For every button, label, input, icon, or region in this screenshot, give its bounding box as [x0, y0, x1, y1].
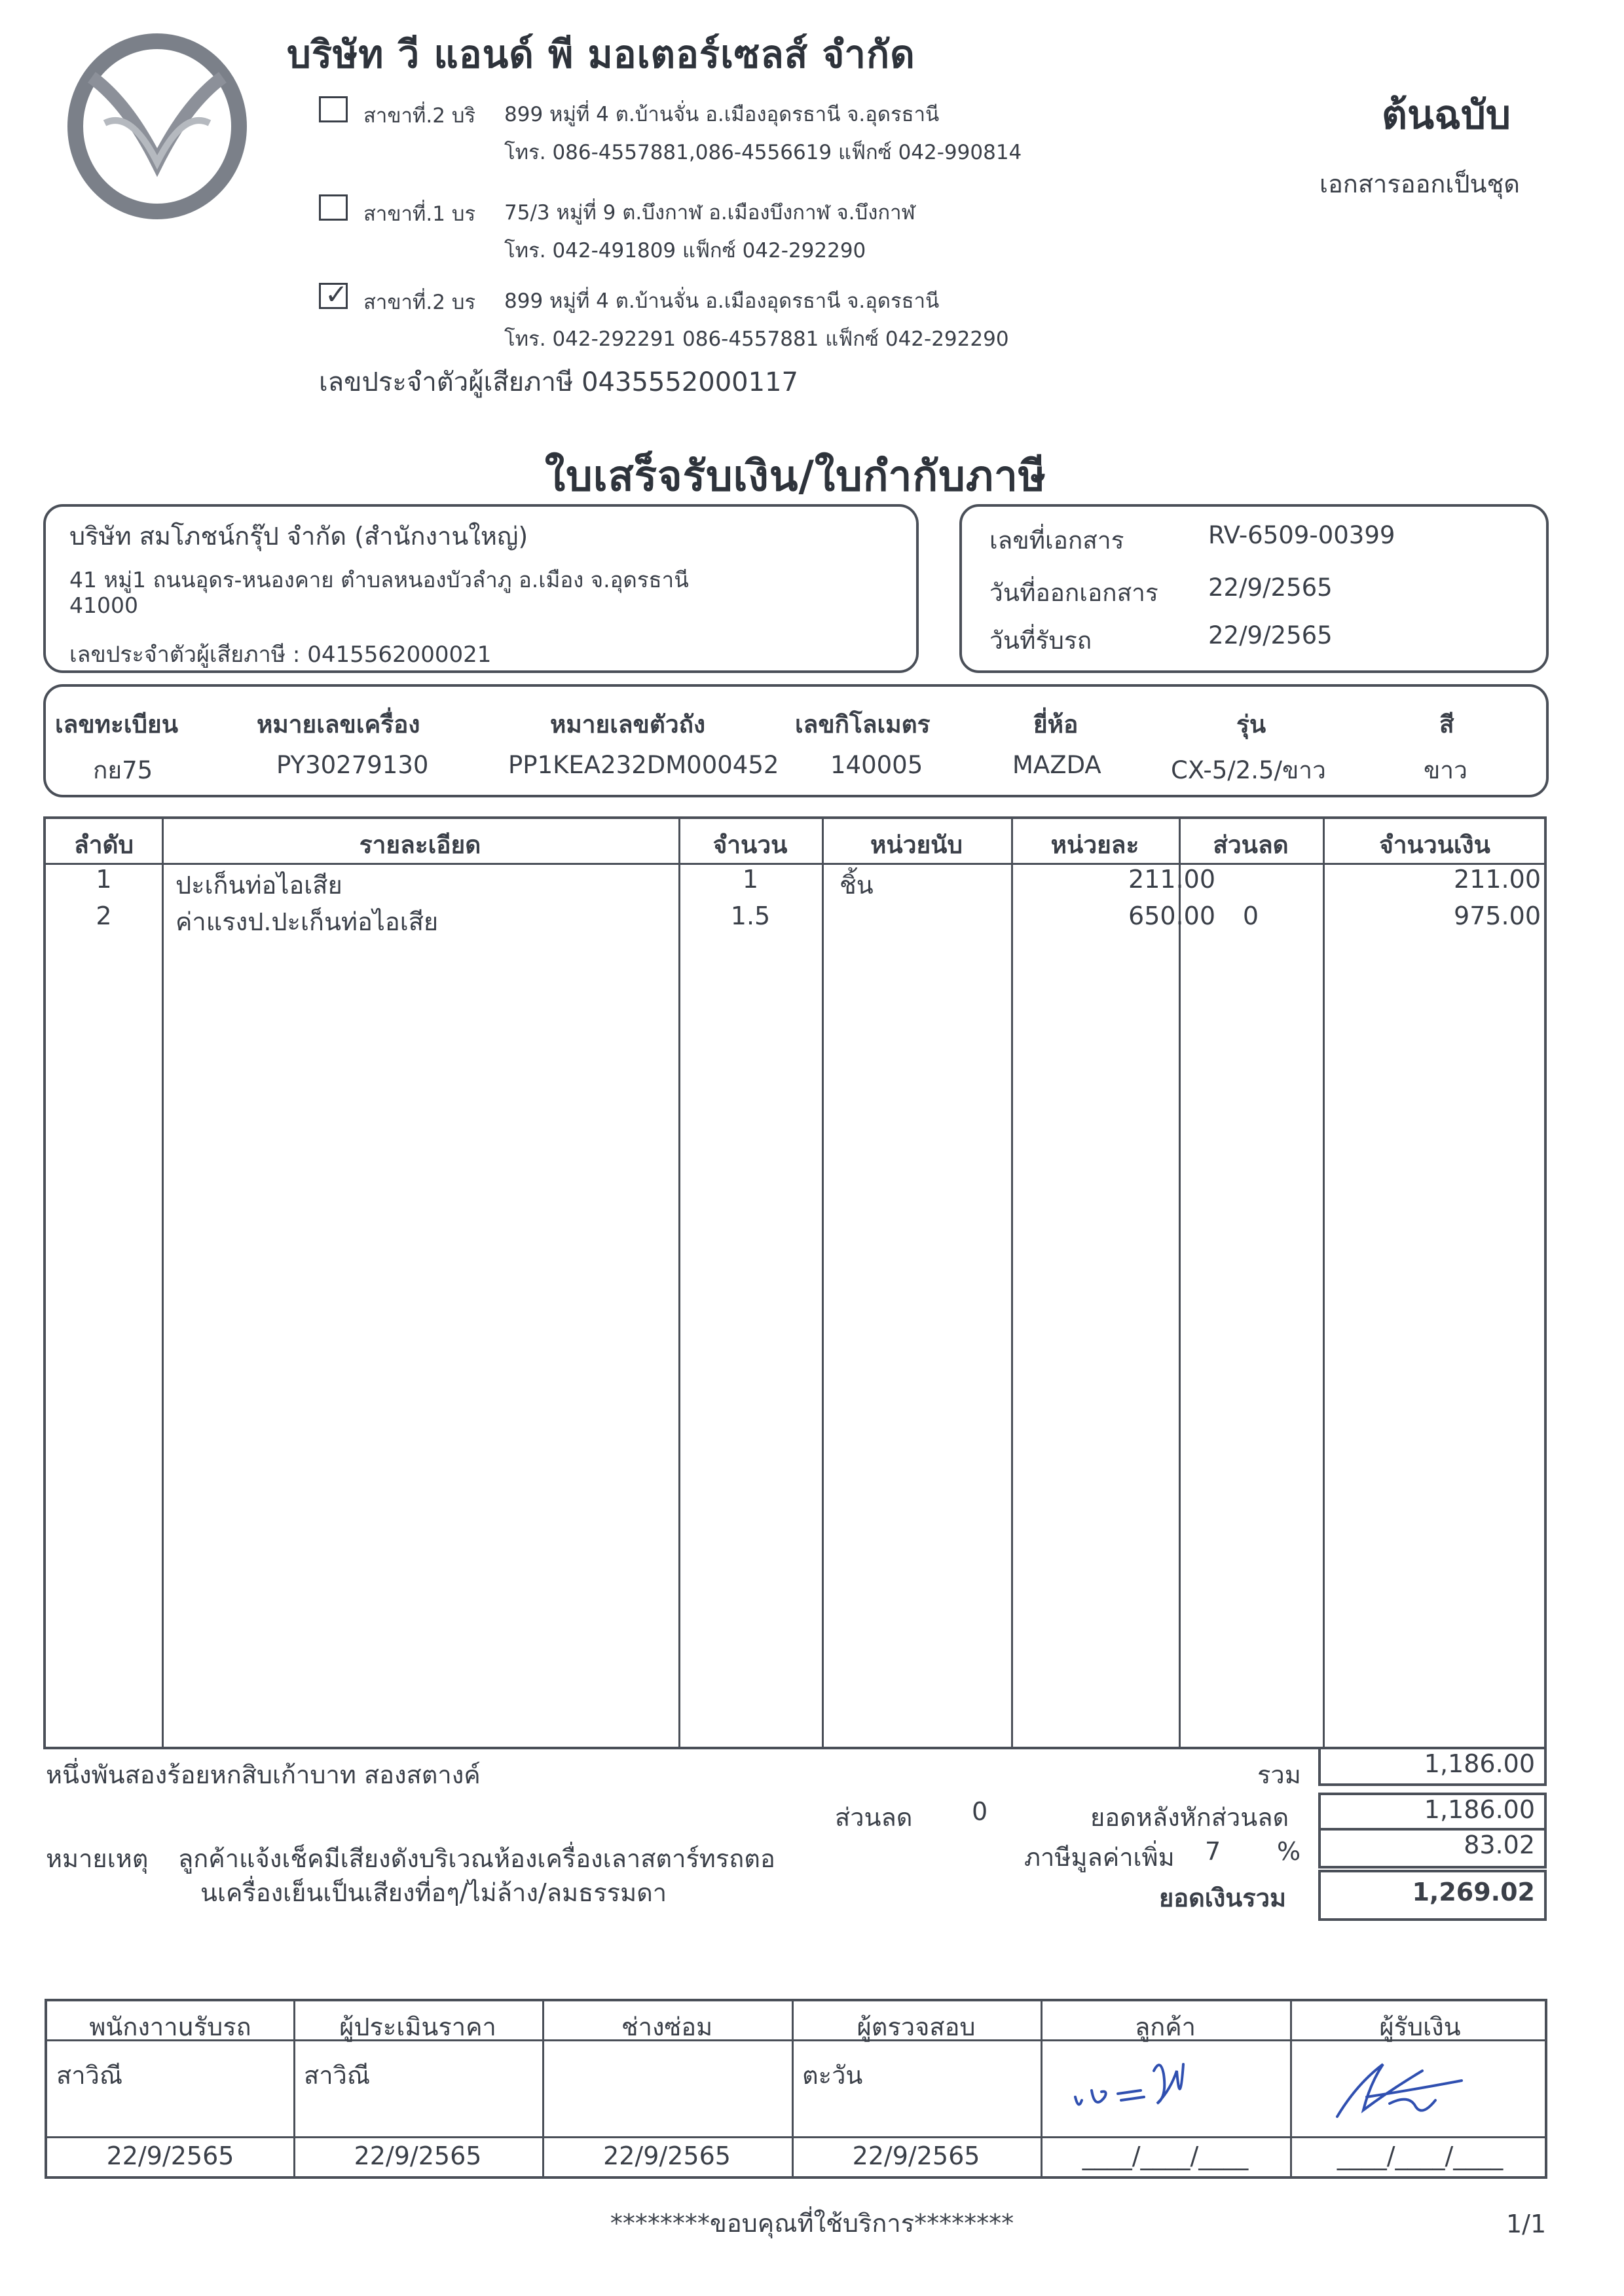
- vehicle-info-box: [43, 684, 1549, 797]
- customer-name: บริษัท สมโภชน์กรุ๊ป จำกัด (สำนักงานใหญ่): [69, 522, 528, 551]
- vehicle-header: สี: [1439, 710, 1454, 738]
- cashier-date-blank: ____/____/____: [1337, 2141, 1504, 2170]
- table-row: [46, 902, 1544, 938]
- signature-header: ลูกค้า: [1134, 2013, 1196, 2041]
- column-header: จำนวนเงิน: [1379, 831, 1490, 859]
- signature-table: [45, 1999, 1547, 2179]
- inspector-name: ตะวัน: [802, 2061, 863, 2090]
- appraisal-date: 22/9/2565: [354, 2141, 482, 2170]
- grand-total-box: [1318, 1870, 1547, 1921]
- discount-value: 0: [972, 1797, 988, 1826]
- vehicle-header: รุ่น: [1236, 710, 1266, 738]
- chassis-number: PP1KEA232DM000452: [508, 751, 779, 779]
- signature-header: ผู้ประเมินราคา: [339, 2013, 496, 2041]
- signature-header: พนักงาาuรับรถ: [89, 2013, 251, 2041]
- branch-contact: โทร. 042-292291 086-4557881 แฟ็กซ์ 042-292290: [504, 327, 1009, 351]
- item-unit-price: 211.00: [1128, 865, 1215, 894]
- branch-checkbox-checked[interactable]: [319, 278, 348, 310]
- grand-total-value: 1,269.02: [1412, 1878, 1535, 1906]
- branch-checkbox[interactable]: [319, 194, 348, 221]
- column-header: หน่วยละ: [1050, 831, 1139, 859]
- issue-date-label: วันที่ออกเอกสาร: [989, 579, 1158, 607]
- vehicle-model: CX-5/2.5/ขาว: [1171, 756, 1326, 784]
- vehicle-brand: MAZDA: [1012, 751, 1101, 779]
- check-mark-icon: ✓: [325, 278, 348, 310]
- item-amount: 975.00: [1454, 902, 1541, 930]
- item-no: 1: [96, 865, 112, 894]
- vat-value-box: [1318, 1831, 1547, 1868]
- doc-no: RV-6509-00399: [1208, 521, 1395, 549]
- after-discount-value: 1,186.00: [1424, 1795, 1535, 1824]
- item-unit: ชิ้น: [840, 871, 874, 900]
- branch-name: สาขาที่.1 บร: [363, 202, 476, 226]
- company-tax-id: เลขประจำตัวผู้เสียภาษี 0435552000117: [319, 367, 798, 397]
- vat-rate: 7: [1205, 1837, 1221, 1866]
- appraiser-name: สาวิณี: [304, 2061, 371, 2090]
- branch-checkbox[interactable]: [319, 96, 348, 122]
- branch-name: สาขาที่.2 บริ: [363, 104, 476, 128]
- vat-label: ภาษีมูลค่าเพิ่ม: [1024, 1843, 1175, 1872]
- signature-header: ผู้ตรวจสอบ: [857, 2013, 976, 2041]
- receiver-name: สาวิณี: [56, 2061, 123, 2090]
- branch-contact: โทร. 086-4557881,086-4556619 แฟ็กซ์ 042-990814: [504, 141, 1022, 164]
- customer-postcode: 41000: [69, 592, 138, 618]
- grand-total-label: ยอดเงินรวม: [1159, 1884, 1287, 1912]
- mileage: 140005: [830, 751, 923, 779]
- doc-no-label: เลขที่เอกสาร: [989, 526, 1124, 555]
- branch-address: 75/3 หมู่ที่ 9 ต.บึงกาฬ อ.เมืองบึงกาฬ จ.บึงกาฬ: [504, 201, 915, 225]
- company-logo: [65, 31, 249, 221]
- vehicle-header: หมายเลขเครื่อง: [257, 710, 420, 738]
- customer-tax-id: เลขประจำตัวผู้เสียภาษี : 0415562000021: [69, 642, 492, 668]
- receive-date: 22/9/2565: [1208, 621, 1333, 649]
- vehicle-header: เลขทะเบียน: [55, 710, 178, 738]
- page-number: 1/1: [1506, 2210, 1547, 2238]
- item-discount: 0: [1242, 902, 1259, 930]
- remarks-label: หมายเหตุ: [46, 1844, 149, 1873]
- document-title: ใบเสร็จรับเงิน/ใบกำกับภาษี: [544, 452, 1047, 501]
- vehicle-header: ยี่ห้อ: [1033, 710, 1079, 738]
- signature-header: ผู้รับเงิน: [1379, 2013, 1461, 2041]
- vat-percent-sign: %: [1277, 1837, 1301, 1866]
- inspection-date: 22/9/2565: [852, 2141, 980, 2170]
- customer-box: [43, 504, 919, 673]
- amount-in-words: หนึ่งพันสองร้อยหกสิบเก้าบาท สองสตางค์: [46, 1760, 481, 1789]
- column-header: ลำดับ: [74, 831, 134, 859]
- repair-date: 22/9/2565: [603, 2141, 731, 2170]
- after-discount-box: [1318, 1793, 1547, 1831]
- total-value: 1,186.00: [1424, 1749, 1535, 1778]
- copy-label: ต้นฉบับ: [1382, 92, 1511, 138]
- table-row: [46, 865, 1544, 901]
- item-quantity: 1.5: [730, 902, 771, 930]
- item-amount: 211.00: [1454, 865, 1541, 894]
- total-label: รวม: [1257, 1760, 1301, 1789]
- discount-label: ส่วนลด: [835, 1803, 913, 1832]
- vehicle-header: หมายเลขตัวถัง: [550, 710, 706, 738]
- item-description: ค่าแรงป.ปะเก็นท่อไอเสีย: [175, 907, 439, 936]
- item-description: ปะเก็นท่อไอเสีย: [175, 871, 342, 900]
- branch-contact: โทร. 042-491809 แฟ็กซ์ 042-292290: [504, 239, 866, 263]
- item-no: 2: [96, 902, 112, 930]
- receive-date-label: วันที่รับรถ: [989, 627, 1092, 655]
- column-header: รายละเอียด: [359, 831, 481, 859]
- customer-date-blank: ____/____/____: [1082, 2141, 1249, 2170]
- receive-date: 22/9/2565: [106, 2141, 234, 2170]
- issue-date: 22/9/2565: [1208, 574, 1333, 602]
- company-name: บริษัท วี แอนด์ พี มอเตอร์เซลส์ จำกัด: [287, 32, 915, 77]
- vehicle-registration: กย75: [93, 756, 153, 784]
- customer-address: 41 หมู่1 ถนนอุดร-หนองคาย ตำบลหนองบัวลำภู อ.เมือง จ.อุดรธานี: [69, 567, 689, 592]
- column-header: หน่วยนับ: [870, 831, 963, 859]
- item-quantity: 1: [742, 865, 759, 894]
- signature-header: ช่างซ่อม: [621, 2013, 713, 2041]
- thank-you-footer: ********ขอบคุณที่ใช้บริการ********: [610, 2209, 1014, 2238]
- branch-name: สาขาที่.2 บร: [363, 291, 476, 314]
- cashier-signature: [1311, 2045, 1507, 2130]
- item-unit-price: 650.00: [1128, 902, 1215, 930]
- after-discount-label: ยอดหลังหักส่วนลด: [1090, 1803, 1289, 1832]
- set-label: เอกสารออกเป็นชุด: [1320, 170, 1520, 198]
- total-value-box: [1318, 1749, 1547, 1786]
- vehicle-color: ขาว: [1424, 756, 1467, 784]
- engine-number: PY30279130: [276, 751, 429, 779]
- branch-address: 899 หมู่ที่ 4 ต.บ้านจั่น อ.เมืองอุดรธานี จ.อุดรธานี: [504, 289, 940, 313]
- customer-signature: [1056, 2045, 1252, 2130]
- column-header: ส่วนลด: [1213, 831, 1289, 859]
- column-header: จำนวน: [712, 831, 788, 859]
- vat-value: 83.02: [1464, 1831, 1535, 1859]
- items-table: [43, 816, 1547, 1749]
- vehicle-header: เลขกิโลเมตร: [795, 710, 931, 738]
- branch-address: 899 หมู่ที่ 4 ต.บ้านจั่น อ.เมืองอุดรธานี จ.อุดรธานี: [504, 103, 940, 126]
- remarks-line: ลูกค้าแจ้งเช็คมีเสียงดังบริเวณห้องเครื่องเลาสตาร์ทรถตอ: [178, 1844, 775, 1873]
- document-info-box: [959, 504, 1549, 673]
- remarks-line: นเครื่องเย็นเป็นเสียงที่อๆ/ไม่ล้าง/ลมธรรมดา: [200, 1878, 667, 1907]
